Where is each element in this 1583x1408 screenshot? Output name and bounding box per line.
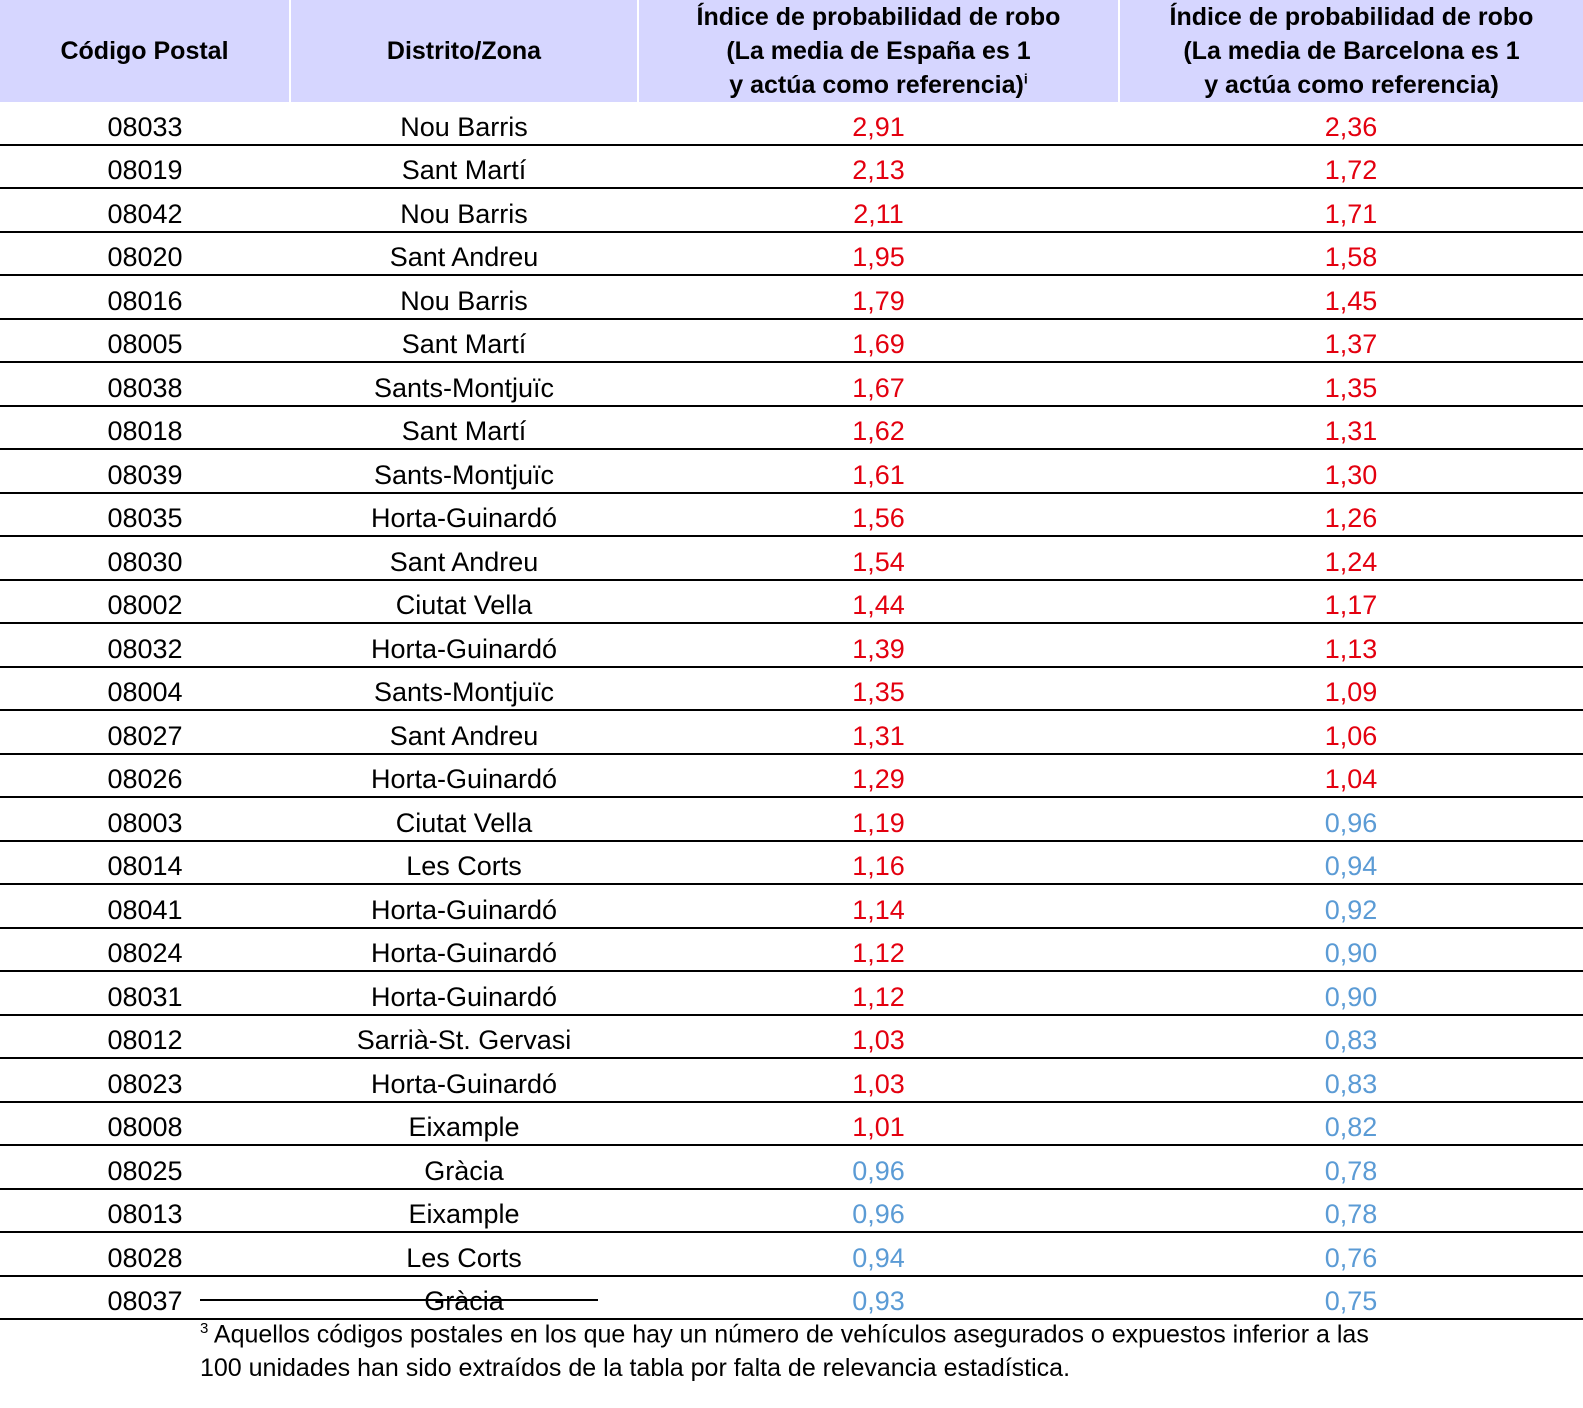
district-cell: Sant Andreu <box>290 536 638 580</box>
barcelona-index-cell: 1,24 <box>1119 536 1583 580</box>
table-row <box>0 754 1583 798</box>
district-cell: Les Corts <box>290 1232 638 1276</box>
spain-index-cell: 1,39 <box>638 623 1119 667</box>
spain-index-cell: 1,44 <box>638 580 1119 624</box>
postal-code-cell: 08037 <box>0 1276 290 1320</box>
barcelona-index-cell: 1,09 <box>1119 667 1583 711</box>
barcelona-index-cell: 0,78 <box>1119 1145 1583 1189</box>
district-cell: Horta-Guinardó <box>290 623 638 667</box>
footnote <box>200 1312 1400 1385</box>
table-row <box>0 493 1583 537</box>
district-cell: Horta-Guinardó <box>290 928 638 972</box>
spain-index-cell: 0,93 <box>638 1276 1119 1320</box>
postal-code-cell: 08033 <box>0 102 290 145</box>
postal-code-cell: 08038 <box>0 362 290 406</box>
header-postal-code: Código Postal <box>0 0 290 102</box>
barcelona-index-cell: 2,36 <box>1119 102 1583 145</box>
header-district: Distrito/Zona <box>290 0 638 102</box>
postal-code-cell: 08042 <box>0 188 290 232</box>
spain-index-cell: 1,54 <box>638 536 1119 580</box>
spain-index-cell: 2,11 <box>638 188 1119 232</box>
barcelona-index-cell: 0,90 <box>1119 928 1583 972</box>
postal-code-cell: 08023 <box>0 1058 290 1102</box>
district-cell: Ciutat Vella <box>290 797 638 841</box>
spain-index-cell: 1,56 <box>638 493 1119 537</box>
table-row <box>0 406 1583 450</box>
postal-code-cell: 08012 <box>0 1015 290 1059</box>
postal-code-cell: 08032 <box>0 623 290 667</box>
district-cell: Sants-Montjuïc <box>290 362 638 406</box>
barcelona-index-cell: 0,83 <box>1119 1058 1583 1102</box>
spain-index-cell: 1,03 <box>638 1015 1119 1059</box>
district-cell: Horta-Guinardó <box>290 493 638 537</box>
table-row <box>0 797 1583 841</box>
spain-index-cell: 2,91 <box>638 102 1119 145</box>
barcelona-index-cell: 0,82 <box>1119 1102 1583 1146</box>
spain-index-cell: 1,61 <box>638 449 1119 493</box>
table-row <box>0 275 1583 319</box>
table-row <box>0 1102 1583 1146</box>
district-cell: Sant Andreu <box>290 710 638 754</box>
district-cell: Horta-Guinardó <box>290 884 638 928</box>
postal-code-cell: 08031 <box>0 971 290 1015</box>
postal-code-cell: 08003 <box>0 797 290 841</box>
district-cell: Eixample <box>290 1102 638 1146</box>
district-cell: Horta-Guinardó <box>290 754 638 798</box>
spain-index-cell: 2,13 <box>638 145 1119 189</box>
header-barcelona-line-1: Índice de probabilidad de robo <box>1169 3 1534 31</box>
district-cell: Nou Barris <box>290 188 638 232</box>
spain-index-cell: 1,03 <box>638 1058 1119 1102</box>
district-cell: Horta-Guinardó <box>290 1058 638 1102</box>
district-cell: Sant Martí <box>290 406 638 450</box>
footnote-text: Aquellos códigos postales en los que hay un número de vehículos asegurados o expuestos inferior a las 100 unidades han sido extraídos de la tabla por falta de relevancia estadística. <box>200 1320 1369 1383</box>
district-cell: Nou Barris <box>290 275 638 319</box>
barcelona-index-cell: 0,94 <box>1119 841 1583 885</box>
district-cell: Sarrià-St. Gervasi <box>290 1015 638 1059</box>
district-cell: Les Corts <box>290 841 638 885</box>
barcelona-index-cell: 0,90 <box>1119 971 1583 1015</box>
table-row <box>0 1058 1583 1102</box>
barcelona-index-cell: 0,83 <box>1119 1015 1583 1059</box>
table-row <box>0 1015 1583 1059</box>
spain-index-cell: 0,96 <box>638 1189 1119 1233</box>
postal-code-cell: 08019 <box>0 145 290 189</box>
postal-code-cell: 08027 <box>0 710 290 754</box>
barcelona-index-cell: 1,71 <box>1119 188 1583 232</box>
header-spain-index <box>638 0 1119 102</box>
district-cell: Gràcia <box>290 1145 638 1189</box>
postal-code-cell: 08008 <box>0 1102 290 1146</box>
spain-index-cell: 1,14 <box>638 884 1119 928</box>
postal-code-cell: 08030 <box>0 536 290 580</box>
spain-index-cell: 1,62 <box>638 406 1119 450</box>
postal-code-cell: 08041 <box>0 884 290 928</box>
barcelona-index-cell: 1,26 <box>1119 493 1583 537</box>
header-spain-superscript: i <box>1023 70 1028 87</box>
table-header <box>0 0 1583 102</box>
table-row <box>0 145 1583 189</box>
postal-code-cell: 08002 <box>0 580 290 624</box>
barcelona-index-cell: 0,76 <box>1119 1232 1583 1276</box>
table-row <box>0 232 1583 276</box>
table-row <box>0 623 1583 667</box>
table-body <box>0 102 1583 1319</box>
barcelona-index-cell: 1,13 <box>1119 623 1583 667</box>
header-barcelona-line-3: y actúa como referencia) <box>1204 71 1499 99</box>
spain-index-cell: 1,79 <box>638 275 1119 319</box>
table-row <box>0 971 1583 1015</box>
barcelona-index-cell: 1,37 <box>1119 319 1583 363</box>
spain-index-cell: 1,16 <box>638 841 1119 885</box>
header-barcelona-line-2: (La media de Barcelona es 1 <box>1183 37 1520 65</box>
spain-index-cell: 1,01 <box>638 1102 1119 1146</box>
postal-code-cell: 08014 <box>0 841 290 885</box>
barcelona-index-cell: 0,92 <box>1119 884 1583 928</box>
spain-index-cell: 1,12 <box>638 928 1119 972</box>
barcelona-index-cell: 1,17 <box>1119 580 1583 624</box>
footnote-marker: 3 <box>200 1320 209 1337</box>
spain-index-cell: 1,67 <box>638 362 1119 406</box>
spain-index-cell: 1,35 <box>638 667 1119 711</box>
table-row <box>0 580 1583 624</box>
table-row <box>0 102 1583 145</box>
table-row <box>0 667 1583 711</box>
barcelona-index-cell: 1,30 <box>1119 449 1583 493</box>
table-row <box>0 1145 1583 1189</box>
barcelona-index-cell: 1,35 <box>1119 362 1583 406</box>
header-spain-line-2: (La media de España es 1 <box>726 37 1031 65</box>
table-row <box>0 841 1583 885</box>
barcelona-index-cell: 0,75 <box>1119 1276 1583 1320</box>
postal-code-cell: 08024 <box>0 928 290 972</box>
barcelona-index-cell: 0,96 <box>1119 797 1583 841</box>
barcelona-index-cell: 1,58 <box>1119 232 1583 276</box>
spain-index-cell: 0,96 <box>638 1145 1119 1189</box>
barcelona-index-cell: 1,72 <box>1119 145 1583 189</box>
postal-code-cell: 08039 <box>0 449 290 493</box>
district-cell: Gràcia <box>290 1276 638 1320</box>
table-row <box>0 362 1583 406</box>
district-cell: Ciutat Vella <box>290 580 638 624</box>
district-cell: Nou Barris <box>290 102 638 145</box>
barcelona-index-cell: 1,04 <box>1119 754 1583 798</box>
header-spain-line-3: y actúa como referencia)$^i$ <box>729 70 1028 99</box>
district-cell: Sant Martí <box>290 145 638 189</box>
district-cell: Eixample <box>290 1189 638 1233</box>
table-row <box>0 188 1583 232</box>
spain-index-cell: 0,94 <box>638 1232 1119 1276</box>
spain-index-cell: 1,31 <box>638 710 1119 754</box>
district-cell: Sant Martí <box>290 319 638 363</box>
table-row <box>0 449 1583 493</box>
barcelona-index-cell: 0,78 <box>1119 1189 1583 1233</box>
postal-code-cell: 08018 <box>0 406 290 450</box>
table-row <box>0 319 1583 363</box>
spain-index-cell: 1,95 <box>638 232 1119 276</box>
barcelona-index-cell: 1,45 <box>1119 275 1583 319</box>
table-row <box>0 928 1583 972</box>
district-cell: Sants-Montjuïc <box>290 667 638 711</box>
table-row <box>0 1189 1583 1233</box>
postal-code-cell: 08016 <box>0 275 290 319</box>
table-row <box>0 884 1583 928</box>
barcelona-index-cell: 1,06 <box>1119 710 1583 754</box>
footnote-divider <box>200 1299 598 1301</box>
table-row <box>0 1232 1583 1276</box>
table-row <box>0 710 1583 754</box>
header-spain-line-1: Índice de probabilidad de robo <box>696 3 1061 31</box>
spain-index-cell: 1,29 <box>638 754 1119 798</box>
district-cell: Sants-Montjuïc <box>290 449 638 493</box>
postal-code-cell: 08005 <box>0 319 290 363</box>
district-cell: Horta-Guinardó <box>290 971 638 1015</box>
postal-code-cell: 08013 <box>0 1189 290 1233</box>
postal-code-cell: 08025 <box>0 1145 290 1189</box>
district-cell: Sant Andreu <box>290 232 638 276</box>
header-barcelona-index <box>1119 0 1583 102</box>
postal-code-cell: 08004 <box>0 667 290 711</box>
postal-code-cell: 08026 <box>0 754 290 798</box>
postal-code-cell: 08020 <box>0 232 290 276</box>
postal-code-cell: 08035 <box>0 493 290 537</box>
spain-index-cell: 1,19 <box>638 797 1119 841</box>
barcelona-index-cell: 1,31 <box>1119 406 1583 450</box>
postal-code-cell: 08028 <box>0 1232 290 1276</box>
spain-index-cell: 1,69 <box>638 319 1119 363</box>
spain-index-cell: 1,12 <box>638 971 1119 1015</box>
table-row <box>0 536 1583 580</box>
